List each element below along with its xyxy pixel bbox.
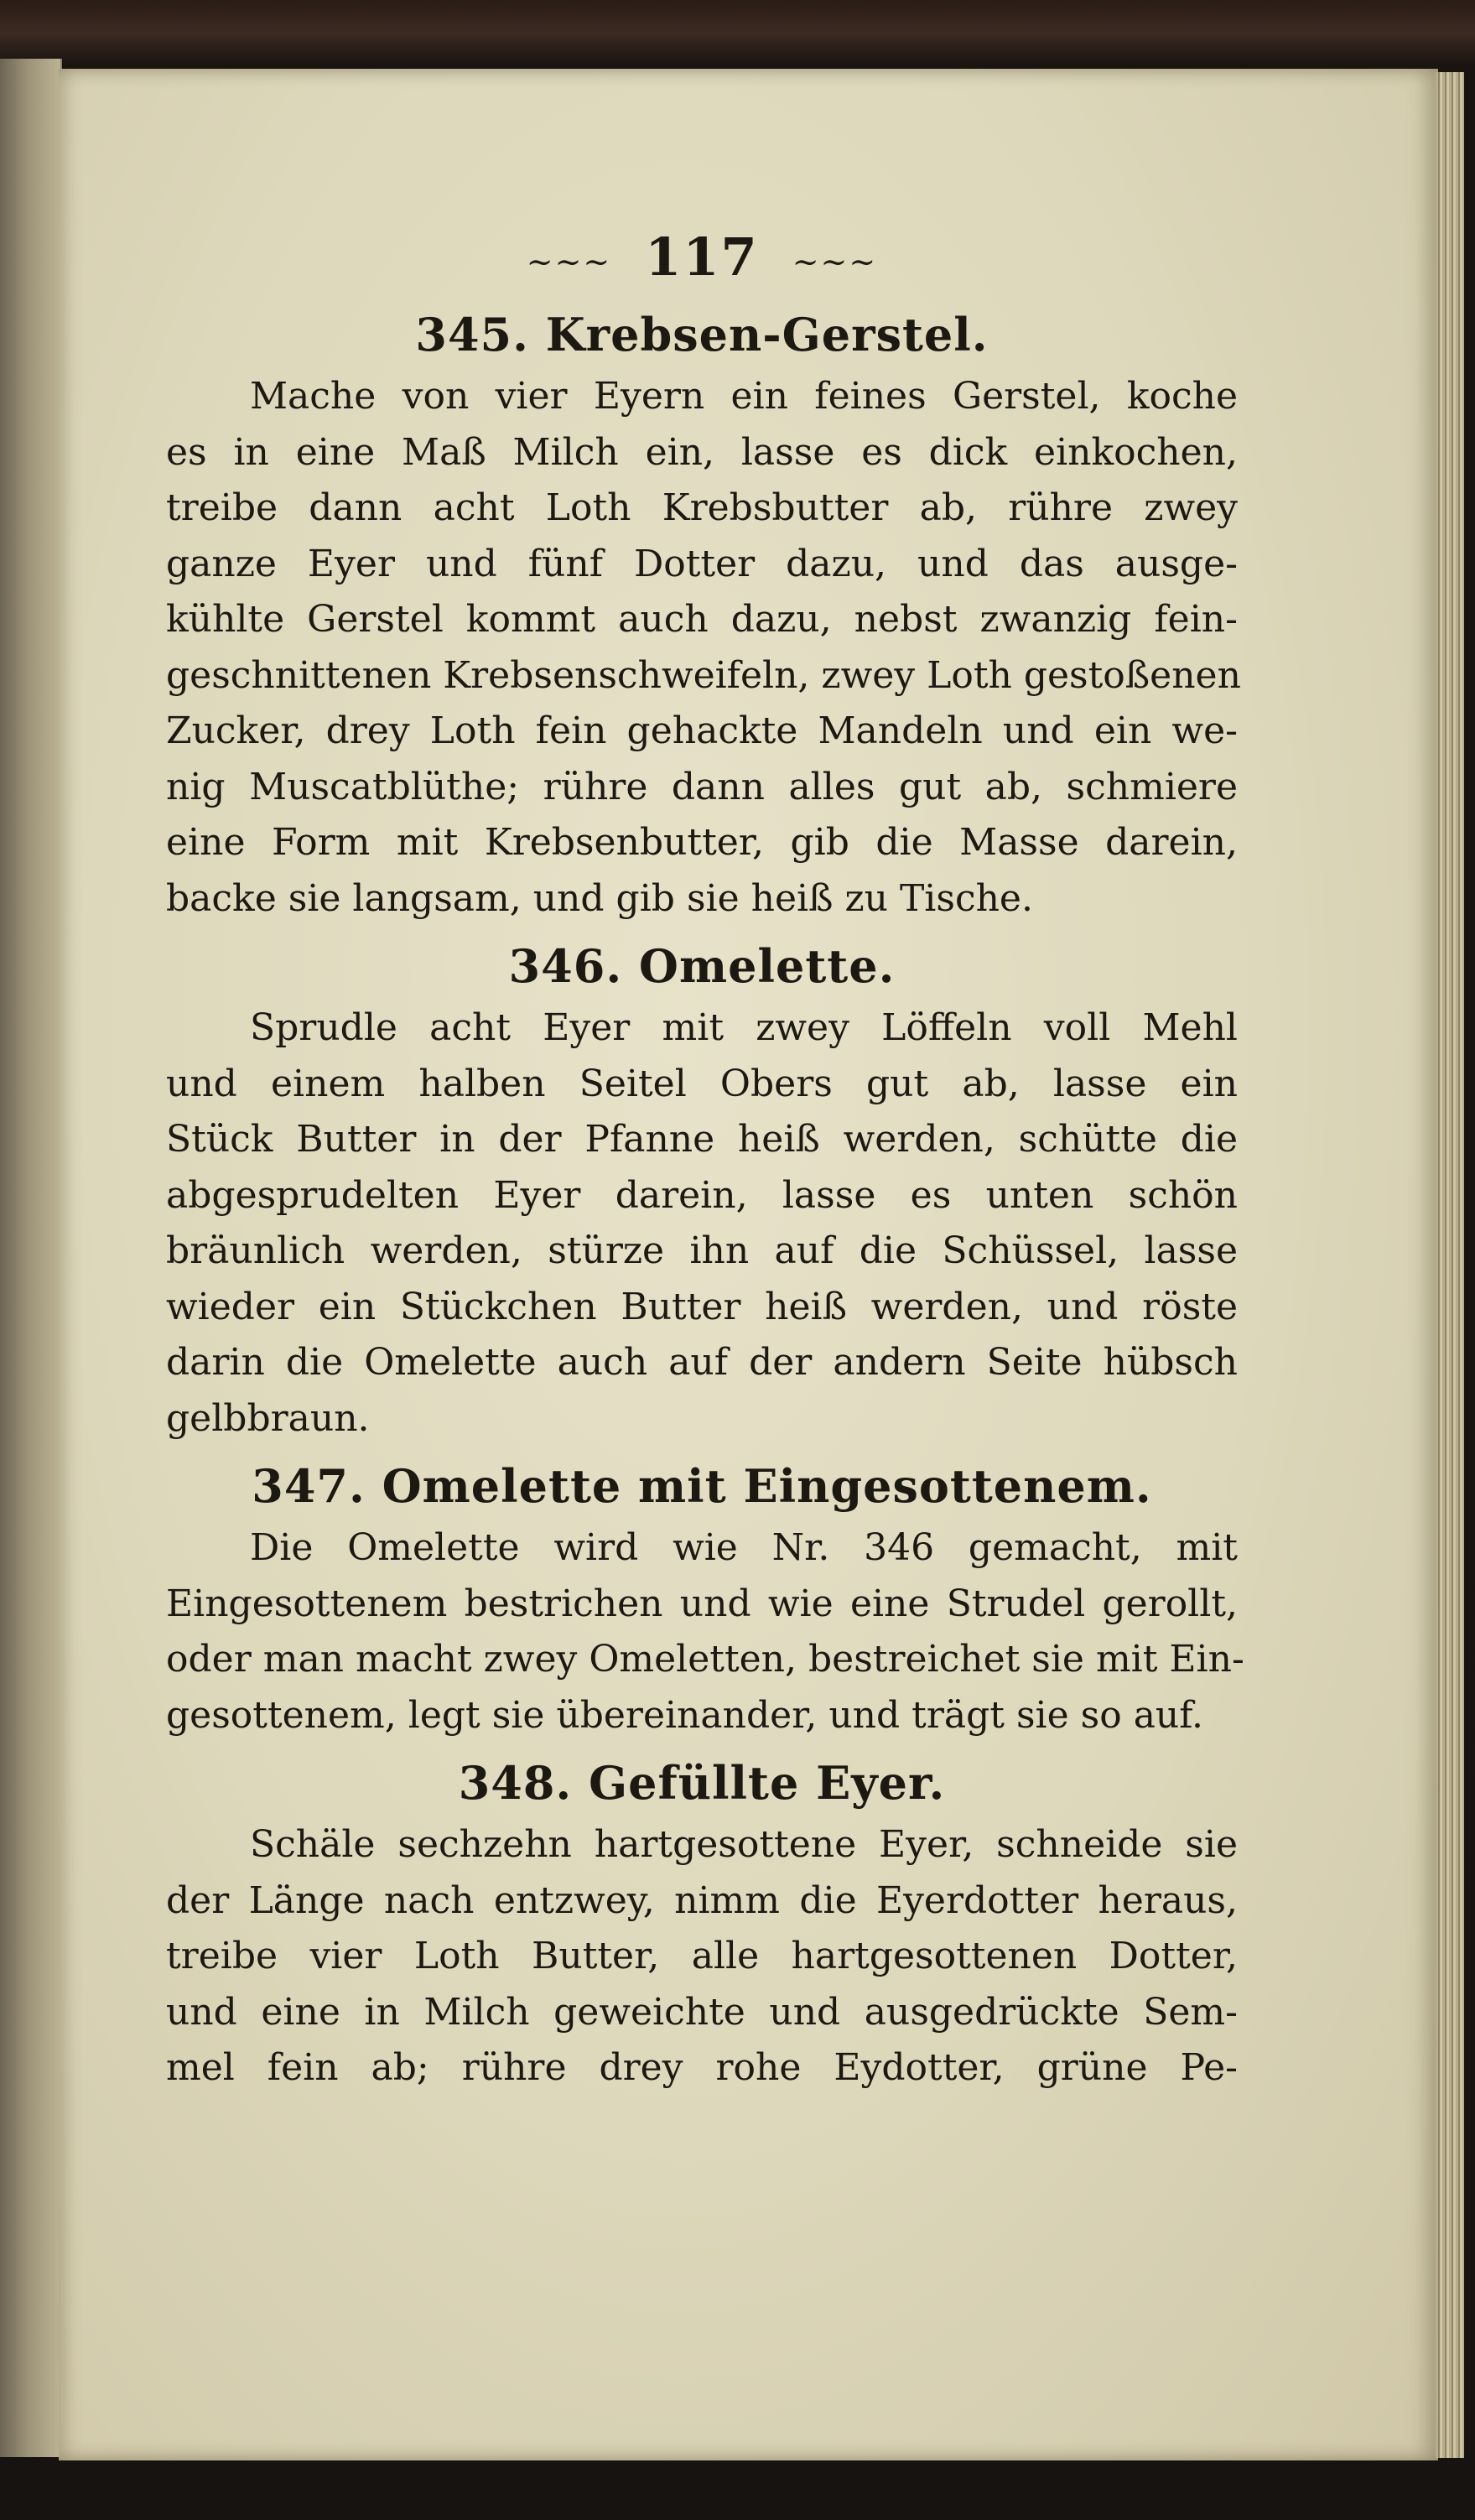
text-line: Mache von vier Eyern ein feines Gerstel, koche — [250, 375, 1238, 418]
text-line: wieder ein Stückchen Butter heiß werden, und röste — [166, 1285, 1238, 1328]
recipe-text — [166, 369, 1241, 927]
text-line: treibe vier Loth Butter, alle hartgesottenen Dotter, — [166, 1935, 1238, 1977]
text-line: ganze Eyer und fünf Dotter dazu, und das ausge- — [166, 542, 1238, 585]
page-number: 117 — [645, 226, 759, 288]
recipe-text — [166, 1000, 1238, 1447]
header-ornament-left: ~~~ — [526, 243, 612, 280]
text-line: geschnittenen Krebsenschweifeln, zwey Loth gestoßenen — [166, 653, 1241, 697]
text-line: abgesprudelten Eyer darein, lasse es unten schön — [166, 1173, 1238, 1217]
recipe-heading: 346. Omelette. — [508, 939, 896, 993]
text-line: Stück Butter in der Pfanne heiß werden, schütte die — [166, 1118, 1238, 1161]
recipe-heading: 347. Omelette mit Eingesottenem. — [252, 1459, 1152, 1513]
text-line: nig Muscatblüthe; rühre dann alles gut ab, schmiere — [166, 765, 1238, 808]
text-line: oder man macht zwey Omeletten, bestreichet sie mit Ein- — [166, 1638, 1244, 1681]
text-line: und eine in Milch geweichte und ausgedrückte Sem- — [166, 1990, 1238, 2034]
text-line: Schäle sechzehn hartgesottene Eyer, schneide sie — [250, 1823, 1238, 1866]
page-edges — [1436, 72, 1464, 2458]
text-line: Eingesottenem bestrichen und wie eine Strudel gerollt, — [166, 1582, 1238, 1625]
recipe-text — [166, 1520, 1244, 1743]
text-line: backe sie langsam, und gib sie heiß zu Tische. — [166, 876, 1033, 920]
text-line: der Länge nach entzwey, nimm die Eyerdotter heraus, — [166, 1878, 1238, 1922]
text-line: Die Omelette wird wie Nr. 346 gemacht, mit — [250, 1526, 1238, 1569]
text-line: darin die Omelette auch auf der andern Seite hübsch — [166, 1341, 1238, 1384]
page-content — [166, 220, 1244, 2097]
text-line: Sprudle acht Eyer mit zwey Löffeln voll Mehl — [250, 1006, 1238, 1049]
text-line: mel fein ab; rühre drey rohe Eydotter, grüne Pe- — [166, 2046, 1238, 2089]
text-line: treibe dann acht Loth Krebsbutter ab, rühre zwey — [166, 486, 1238, 529]
text-line: und einem halben Seitel Obers gut ab, lasse ein — [166, 1062, 1238, 1105]
book-gutter — [0, 59, 62, 2457]
text-line: Zucker, drey Loth fein gehackte Mandeln und ein we- — [166, 709, 1238, 752]
text-line: gesottenem, legt sie übereinander, und trägt sie so auf. — [166, 1693, 1203, 1737]
text-line: bräunlich werden, stürze ihn auf die Schüssel, lasse — [166, 1229, 1238, 1272]
page-header — [166, 220, 1238, 295]
recipe-heading: 348. Gefüllte Eyer. — [458, 1756, 946, 1810]
text-line: eine Form mit Krebsenbutter, gib die Masse darein, — [166, 821, 1238, 864]
text-line: gelbbraun. — [166, 1396, 370, 1440]
text-line: es in eine Maß Milch ein, lasse es dick einkochen, — [166, 430, 1238, 474]
text-line: kühlte Gerstel kommt auch dazu, nebst zwanzig fein- — [166, 598, 1238, 641]
recipe-text — [166, 1817, 1238, 2097]
header-ornament-right: ~~~ — [792, 243, 878, 280]
recipe-heading: 345. Krebsen-Gerstel. — [415, 308, 989, 361]
